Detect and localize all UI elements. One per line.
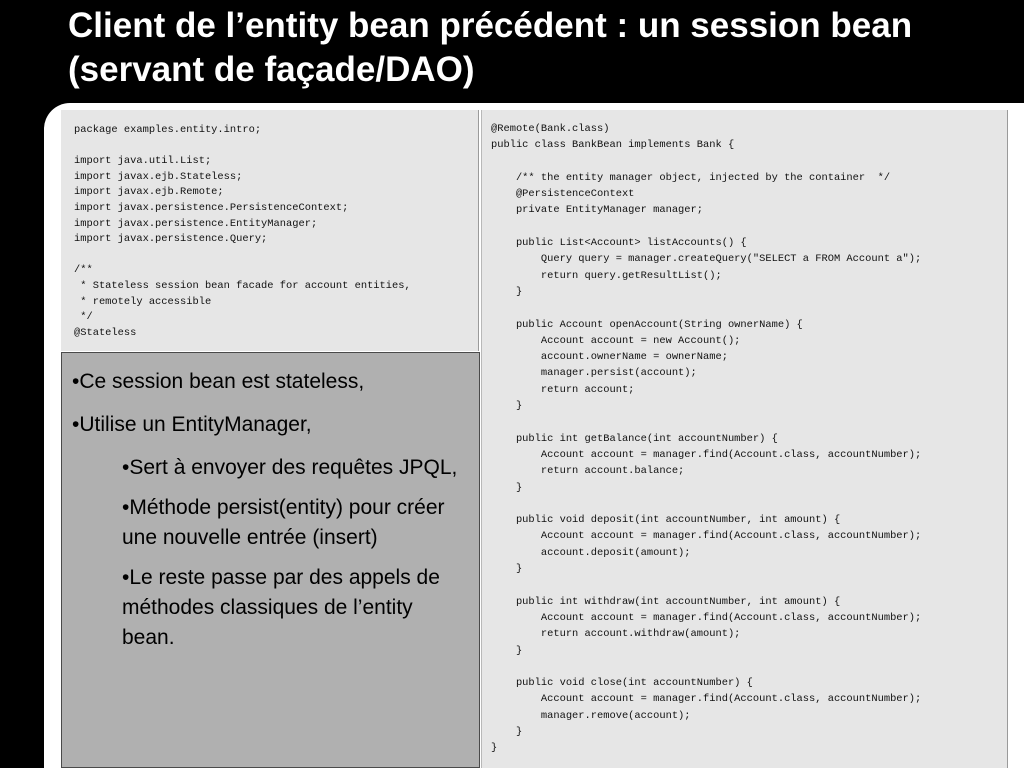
slide-title: Client de l’entity bean précédent : un session bean (servant de façade/DAO) (68, 6, 913, 89)
sub-bullet-item: •Sert à envoyer des requêtes JPQL, (122, 456, 458, 479)
code-block-bankbean: @Remote(Bank.class) public class BankBean implements Bank { /** the entity manager object, injected by the container */ @PersistenceContext private EntityManager manager; public List<Account> listAccounts() { Query query = manager.createQuery("SELECT a FROM Account a"); return query.getResultList(); } public Account openAccount(String ownerName) { Account account = new Account(); account.ownerName = ownerName; manager.persist(account); return account; } public int getBalance(int accountNumber) { Account account = manager.find(Account.class, accountNumber); return account.balance; } public void deposit(int accountNumber, int amount) { Account account = manager.find(Account.class, accountNumber); account.deposit(amount); } public int withdraw(int accountNumber, int amount) { Account account = manager.find(Account.class, accountNumber); return account.withdraw(amount); } public void close(int accountNumber) { Account account = manager.find(Account.class, accountNumber); manager.remove(account); } } (491, 123, 922, 755)
bullet-item: •Ce session bean est stateless, (72, 370, 365, 393)
bullet-item: •Utilise un EntityManager, (72, 413, 312, 436)
bullet-list-box (61, 352, 480, 768)
code-panel-bankbean (481, 110, 1008, 768)
code-block-imports: package examples.entity.intro; import java.util.List; import javax.ejb.Stateless; import javax.ejb.Remote; import javax.persistence.PersistenceContext; import javax.persistence.EntityManager; import javax.persistence.Query; /** * Stateless session bean facade for account entities, * remotely accessible */ @Stateless (74, 124, 411, 339)
sub-bullet-item: •Le reste passe par des appels de méthodes classiques de l’entity bean. (122, 566, 440, 649)
sub-bullet-item: •Méthode persist(entity) pour créer une nouvelle entrée (insert) (122, 496, 445, 549)
code-panel-imports (61, 110, 479, 351)
